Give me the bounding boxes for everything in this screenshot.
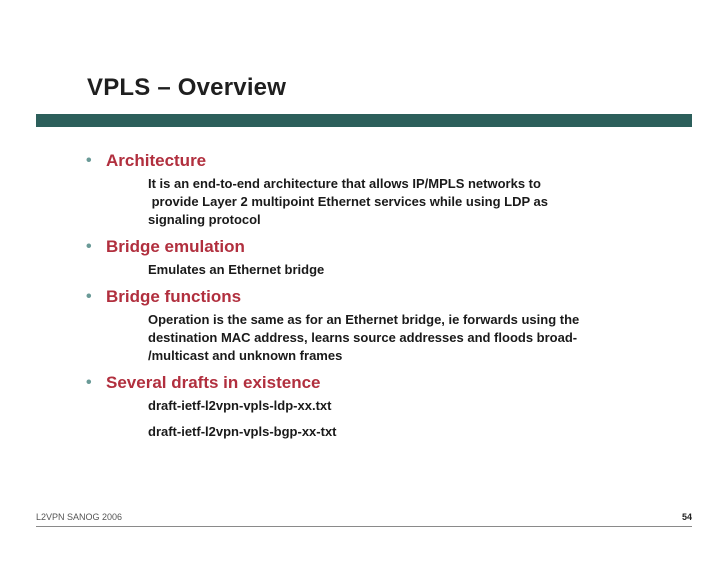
bullet-body-line: /multicast and unknown frames	[148, 348, 343, 363]
bullet-heading: Architecture	[106, 151, 207, 170]
bullet-drafts	[86, 372, 686, 441]
title-underline-bar	[36, 114, 692, 127]
bullet-dot-icon: •	[86, 238, 92, 255]
draft-link-ldp: draft-ietf-l2vpn-vpls-ldp-xx.txt	[148, 398, 332, 413]
bullet-body-line: Operation is the same as for an Ethernet bridge, ie forwards using the	[148, 312, 580, 327]
bullet-heading: Several drafts in existence	[106, 373, 321, 392]
page-number: 54	[681, 512, 692, 522]
bullet-bridge-functions	[86, 286, 686, 365]
bullet-heading: Bridge emulation	[106, 237, 245, 256]
bullet-architecture	[86, 150, 686, 229]
bullet-list	[86, 150, 686, 448]
bullet-body-line: It is an end-to-end architecture that allows IP/MPLS networks to	[148, 176, 541, 191]
footer-event-label: L2VPN SANOG 2006	[36, 512, 123, 522]
bullet-body-line: signaling protocol	[148, 212, 261, 227]
slide-title: VPLS – Overview	[87, 74, 287, 101]
bullet-dot-icon: •	[86, 288, 92, 305]
bullet-heading: Bridge functions	[106, 287, 242, 306]
bullet-bridge-emulation	[86, 236, 686, 279]
bullet-dot-icon: •	[86, 152, 92, 169]
footer-divider	[36, 526, 692, 527]
bullet-body-line: Emulates an Ethernet bridge	[148, 262, 325, 277]
bullet-body-line: destination MAC address, learns source addresses and floods broad-	[148, 330, 578, 345]
bullet-dot-icon: •	[86, 374, 92, 391]
bullet-body-line: provide Layer 2 multipoint Ethernet services while using LDP as	[148, 194, 548, 209]
draft-link-bgp: draft-ietf-l2vpn-vpls-bgp-xx-txt	[148, 424, 337, 439]
